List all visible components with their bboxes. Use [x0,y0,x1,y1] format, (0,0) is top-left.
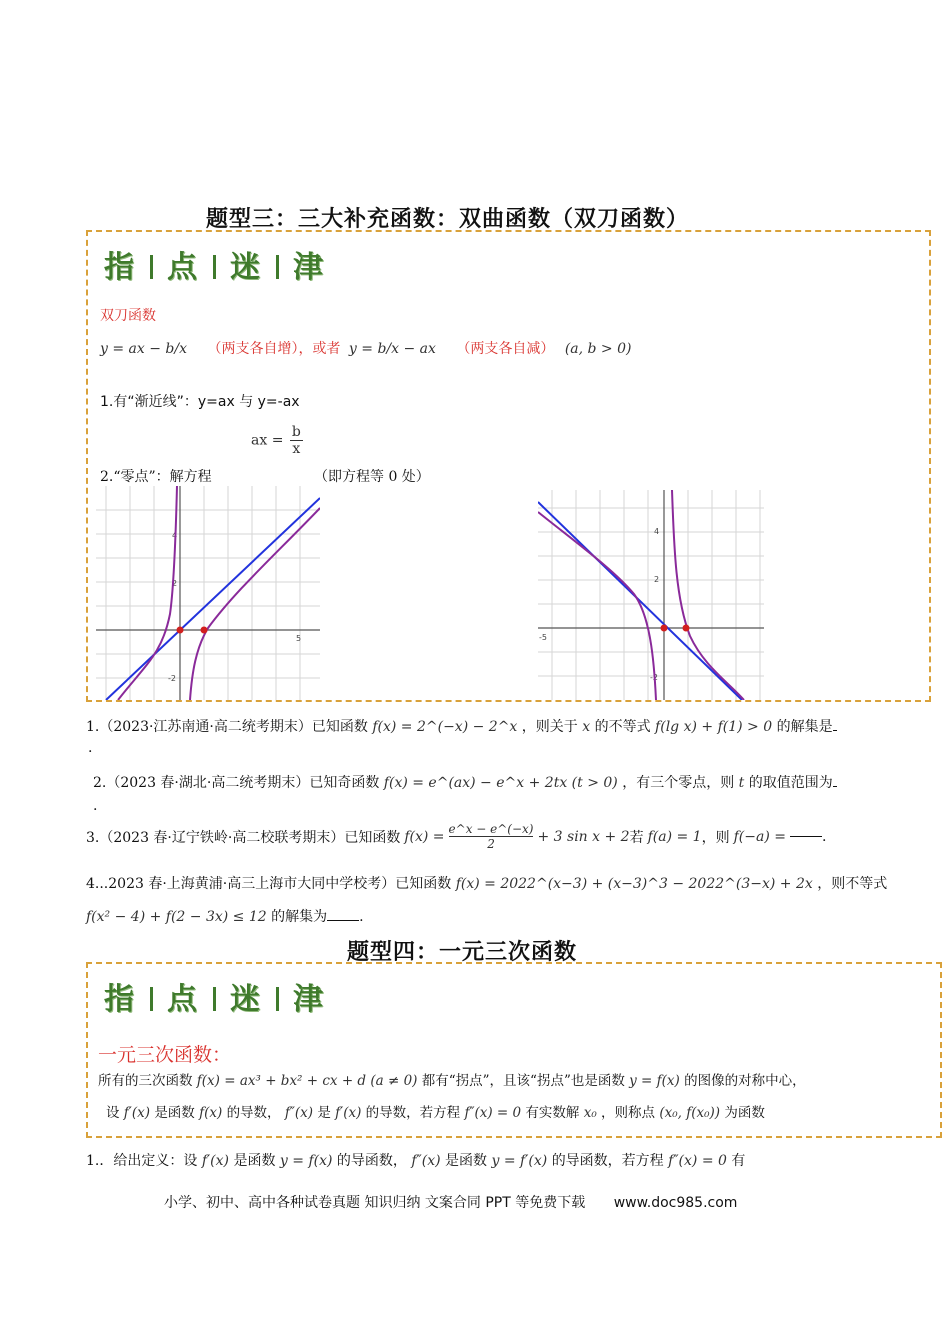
tips-char: 迷 [230,982,262,1017]
problem-1-var: x [582,719,591,735]
section4-line2 [106,1101,765,1121]
problem-3-end: . [821,828,827,845]
problem-1-text: 的解集是 [776,719,833,735]
problem-4-line2 [86,906,364,926]
formula-1: y = ax − b/x [100,341,187,357]
problem-3 [86,822,826,851]
problem-2-text: ，有三个零点，则 [622,775,735,791]
math-expr: f′(x) [335,1105,362,1121]
zero-point [683,625,690,632]
eq-den: x [292,441,301,457]
problem-3-question: f(−a) = [733,828,786,845]
curve-left-branch [538,512,656,700]
problem-4-text: 的解集为 [271,909,328,925]
math-expr: f′(x) [201,1153,229,1169]
tips-banner-section4 [104,974,325,1018]
problem-3-text: ，则 [701,829,730,846]
tips-char: 点 [167,982,199,1017]
problem-2-end: . [93,798,98,814]
math-expr: f″(x) = 0 [668,1153,727,1169]
point-1: 1.有“渐近线”：y=ax 与 y=-ax [100,394,300,410]
math-expr: y = f(x) [279,1153,333,1169]
tick-label: 5 [296,634,302,643]
footer-text: 小学、初中、高中各种试卷真题 知识归纳 文案合同 PPT 等免费下载 [164,1195,586,1211]
problem-4-text: ，则不等式 [817,876,888,892]
problem-1-inequality: f(lg x) + f(1) > 0 [655,719,773,735]
problem-3-text: 若 [629,829,644,846]
text: 1.．给出定义：设 [86,1153,198,1169]
section4-heading: 一元三次函数： [98,1044,232,1066]
text: 是函数 [233,1153,276,1169]
problem-2-var: t [738,775,745,791]
text: ，则称点 [601,1105,656,1121]
answer-blank [327,920,359,921]
text: 是函数 [154,1105,195,1121]
condition: (a, b > 0) [564,341,632,357]
formula-row [100,338,631,358]
math-expr: y = f′(x) [491,1153,548,1169]
problem-4-inequality: f(x² − 4) + f(2 − 3x) ≤ 12 [86,909,267,925]
text: 是 [317,1105,331,1121]
problem-3-den: 2 [487,837,495,851]
problem-1-text: 的不等式 [594,719,651,735]
section3-title: 题型三：三大补充函数：双曲函数（双刀函数） [206,207,690,232]
point-2-note: （即方程等 0 处） [314,469,430,485]
asymptote-line [106,498,320,700]
tick-label: -2 [650,673,658,682]
function-y: y = f(x) [629,1073,680,1089]
tick-label: -2 [168,674,176,683]
problem-5 [86,1150,745,1170]
problem-1-text: ，则关于 [521,719,578,735]
answer-blank [790,836,822,837]
text: 为函数 [724,1105,765,1121]
problem-4 [86,873,887,893]
text: 的导函数， [336,1153,407,1169]
asymptote-equation [251,424,303,457]
note-1: （两支各自增），或者 [207,341,341,357]
problem-1-source: 1.（2023·江苏南通·高二统考期末）已知函数 [86,719,368,735]
problem-3-rest: + 3 sin x + 2 [537,828,630,845]
zero-point [661,625,668,632]
problem-2-source: 2.（2023 春·湖北·高二统考期末）已知奇函数 [93,775,380,791]
tick-label: 4 [172,531,178,540]
text: 有实数解 [525,1105,580,1121]
text: 都有“拐点”，且该“拐点”也是函数 [421,1073,625,1089]
problem-2-text: 的取值范围为 [748,775,833,791]
text: 设 [106,1105,120,1121]
math-expr: f(x) [199,1105,223,1121]
point-2-label: 2.“零点”：解方程 [100,469,212,485]
problem-4-source: 4...2023 春·上海黄浦·高三上海市大同中学校考）已知函数 [86,876,452,892]
zero-point [201,627,208,634]
problem-2 [93,772,837,792]
footer-link[interactable]: www.doc985.com [613,1195,738,1211]
eq-num: b [291,424,301,440]
math-expr: f″(x) [411,1153,441,1169]
tips-char: 津 [293,250,325,285]
cubic-function: f(x) = ax³ + bx² + cx + d (a ≠ 0) [196,1073,418,1089]
text: 的导函数，若方程 [551,1153,664,1169]
text: 的导数， [226,1105,281,1121]
math-expr: f″(x) = 0 [464,1105,522,1121]
problem-1-function: f(x) = 2^(−x) − 2^x [372,719,518,735]
text: 的导数，若方程 [365,1105,461,1121]
tick-label: -5 [539,633,547,642]
curve-right-branch [672,490,744,700]
zero-point [177,627,184,634]
tick-label: 4 [654,527,660,536]
tips-char: 点 [167,250,199,285]
text: 有 [731,1153,746,1169]
problem-1-end: . [88,740,93,756]
func-name: 双刀函数 [100,308,156,324]
note-2: （两支各自减） [456,341,555,357]
formula-2: y = b/x − ax [348,341,436,357]
tips-banner-section3 [104,242,325,286]
tips-char: 津 [293,982,325,1017]
section4-line1 [98,1069,806,1089]
problem-4-end: . [359,909,364,925]
graph-grid [538,490,764,700]
text: 的图像的对称中心， [684,1073,806,1089]
graph-decreasing [538,490,764,700]
footer [164,1192,737,1212]
text: 所有的三次函数 [98,1073,193,1089]
problem-2-function: f(x) = e^(ax) − e^x + 2tx (t > 0) [383,775,618,791]
problem-3-function: f(x) = [404,828,445,845]
tick-label: 2 [654,575,660,584]
section4-title: 题型四：一元三次函数 [347,940,578,965]
graph-increasing [96,486,320,700]
curve-left-branch [118,486,177,700]
math-expr: (x₀, f(x₀)) [659,1105,721,1121]
problem-3-source: 3.（2023 春·辽宁铁岭·高二校联考期末）已知函数 [86,829,401,846]
math-expr: x₀ [583,1105,597,1121]
problem-1 [86,716,837,736]
problem-3-num: e^x − e^(−x) [448,822,534,836]
graph-grid [96,486,320,700]
problem-3-condition: f(a) = 1 [647,828,702,845]
tips-char: 指 [104,982,136,1017]
problem-4-function: f(x) = 2022^(x−3) + (x−3)^3 − 2022^(3−x) + 2x [455,876,813,892]
tips-char: 指 [104,250,136,285]
math-expr: f′(x) [123,1105,151,1121]
math-expr: f″(x) [284,1105,314,1121]
tips-char: 迷 [230,250,262,285]
text: 是函数 [445,1153,488,1169]
eq-lhs: ax = [251,432,284,449]
tick-label: 2 [172,579,178,588]
